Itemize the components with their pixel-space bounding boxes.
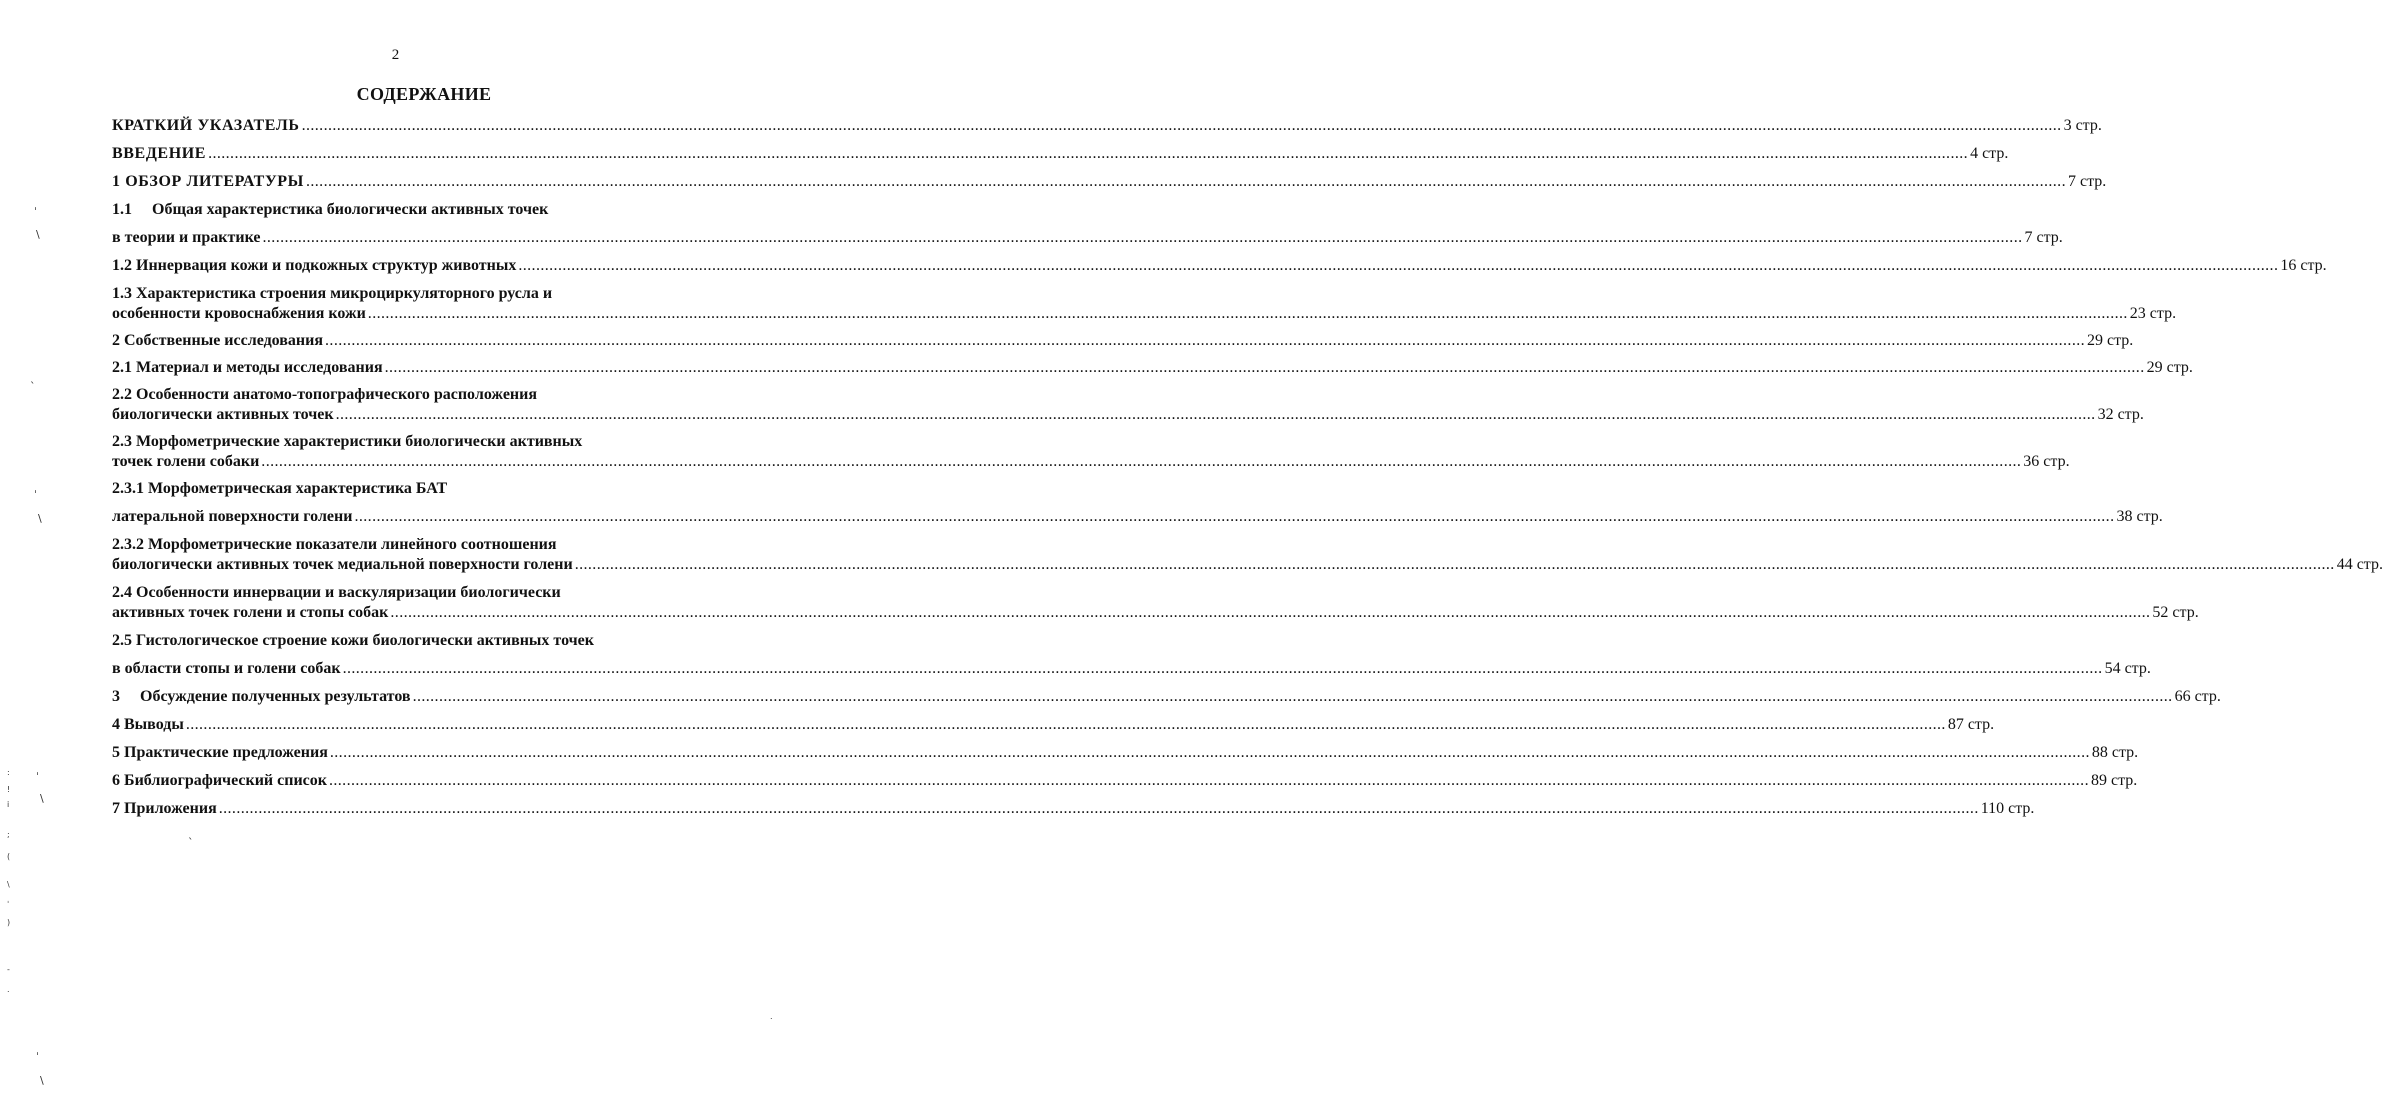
dot-leader: ................................................................................................................................................................................................................................................................................................................................................................................................................ (412, 688, 2173, 705)
toc-entry (112, 771, 2138, 791)
toc-entry-page: 29 стр. (2146, 359, 2193, 376)
toc-entry-title: 1 ОБЗОР ЛИТЕРАТУРЫ (112, 173, 304, 190)
toc-entry-title: 5 Практические предложения (112, 744, 328, 761)
toc-entry-page: 44 стр. (2336, 556, 2383, 573)
dot-leader: ................................................................................................................................................................................................................................................................................................................................................................................................................ (390, 604, 2151, 621)
toc-entry (112, 687, 2221, 707)
toc-entry-page: 87 стр. (1947, 716, 1995, 733)
dot-leader: ................................................................................................................................................................................................................................................................................................................................................................................................................ (329, 744, 2090, 761)
toc-entry (112, 256, 2327, 276)
toc-entry-title: 2.5 Гистологическое строение кожи биологически активных точек (112, 632, 594, 649)
toc-entry-title-continued: в области стопы и голени собак (112, 660, 341, 677)
toc-entry-title: 2.3.1 Морфометрическая характеристика БАТ (112, 480, 448, 497)
toc-entry-title-continued: активных точек голени и стопы собак (112, 604, 389, 621)
toc-entry-title-continued: биологически активных точек (112, 406, 334, 423)
toc-entry-page: 23 стр. (2129, 305, 2177, 322)
dot-leader: ................................................................................................................................................................................................................................................................................................................................................................................................................ (262, 229, 2023, 246)
toc-entry-title-continued: латеральной поверхности голени (112, 508, 353, 525)
dot-leader: ................................................................................................................................................................................................................................................................................................................................................................................................................ (208, 145, 1969, 162)
toc-entry-title: 6 Библиографический список (112, 772, 327, 789)
table-of-contents (112, 116, 2383, 819)
toc-entry-page: 38 стр. (2116, 508, 2163, 525)
toc-entry-page: 110 стр. (1980, 800, 2035, 817)
toc-entry-page: 54 стр. (2104, 660, 2151, 677)
toc-entry-title: 3 Обсуждение полученных результатов (112, 688, 411, 705)
toc-entry (112, 743, 2139, 763)
page-title: СОДЕРЖАНИЕ (356, 84, 492, 104)
dot-leader: ................................................................................................................................................................................................................................................................................................................................................................................................................ (305, 173, 2066, 190)
toc-entry (112, 284, 2177, 324)
dot-leader: ................................................................................................................................................................................................................................................................................................................................................................................................................ (261, 453, 2022, 470)
toc-entry-title: 1.3 Характеристика строения микроциркуляторного русла и (112, 285, 553, 302)
toc-entry-title: 1.2 Иннервация кожи и подкожных структур животных (112, 257, 517, 274)
toc-entry-page: 52 стр. (2152, 604, 2199, 621)
toc-entry (112, 358, 2193, 378)
toc-entry (112, 385, 2144, 425)
toc-entry (112, 583, 2199, 623)
dot-leader: ................................................................................................................................................................................................................................................................................................................................................................................................................ (325, 332, 2086, 349)
page-number: 2 (391, 47, 400, 63)
toc-entry (112, 631, 2151, 679)
toc-entry-page: 4 стр. (1970, 145, 2009, 162)
dot-leader: ................................................................................................................................................................................................................................................................................................................................................................................................................ (518, 257, 2279, 274)
dot-leader: ................................................................................................................................................................................................................................................................................................................................................................................................................ (367, 305, 2128, 322)
toc-entry-page: 7 стр. (2024, 229, 2063, 246)
toc-entry-title: 2.2 Особенности анатомо-топографического расположения (112, 386, 538, 403)
toc-entry-title-continued: особенности кровоснабжения кожи (112, 305, 366, 322)
toc-entry (112, 331, 2134, 351)
toc-entry-page: 29 стр. (2087, 332, 2134, 349)
toc-entry (112, 799, 2035, 819)
toc-entry-page: 89 стр. (2090, 772, 2138, 789)
dot-leader: ................................................................................................................................................................................................................................................................................................................................................................................................................ (301, 117, 2062, 134)
dot-leader: ................................................................................................................................................................................................................................................................................................................................................................................................................ (574, 556, 2335, 573)
dot-leader: ................................................................................................................................................................................................................................................................................................................................................................................................................ (185, 716, 1946, 733)
toc-entry-title: 7 Приложения (112, 800, 217, 817)
toc-entry (112, 715, 1995, 735)
toc-entry (112, 479, 2163, 527)
toc-entry (112, 172, 2107, 192)
toc-entry-title: 2.3 Морфометрические характеристики биологически активных (112, 433, 583, 450)
dot-leader: ................................................................................................................................................................................................................................................................................................................................................................................................................ (384, 359, 2145, 376)
toc-entry (112, 535, 2383, 575)
toc-entry-page: 16 стр. (2280, 257, 2327, 274)
toc-entry-title: 2.1 Материал и методы исследования (112, 359, 383, 376)
toc-entry-title: 2 Собственные исследования (112, 332, 324, 349)
toc-entry-page: 32 стр. (2097, 406, 2144, 423)
toc-entry-page: 7 стр. (2067, 173, 2107, 190)
toc-entry-title-continued: биологически активных точек медиальной поверхности голени (112, 556, 573, 573)
dot-leader: ................................................................................................................................................................................................................................................................................................................................................................................................................ (342, 660, 2103, 677)
toc-entry-title: 2.3.2 Морфометрические показатели линейного соотношения (112, 536, 557, 553)
toc-entry-title-continued: точек голени собаки (112, 453, 260, 470)
toc-entry-page: 66 стр. (2174, 688, 2221, 705)
toc-entry (112, 144, 2009, 164)
toc-entry-title: 1.1 Общая характеристика биологически активных точек (112, 201, 549, 218)
toc-entry-page: 3 стр. (2063, 117, 2102, 134)
toc-entry (112, 200, 2063, 248)
toc-entry-title: 2.4 Особенности иннервации и васкуляризации биологически (112, 584, 561, 601)
toc-entry-title: 4 Выводы (112, 716, 184, 733)
toc-entry (112, 432, 2070, 472)
dot-leader: ................................................................................................................................................................................................................................................................................................................................................................................................................ (354, 508, 2115, 525)
dot-leader: ................................................................................................................................................................................................................................................................................................................................................................................................................ (335, 406, 2096, 423)
toc-entry-page: 36 стр. (2023, 453, 2070, 470)
toc-entry-title-continued: в теории и практике (112, 229, 261, 246)
dot-leader: ................................................................................................................................................................................................................................................................................................................................................................................................................ (218, 800, 1979, 817)
dot-leader: ................................................................................................................................................................................................................................................................................................................................................................................................................ (328, 772, 2089, 789)
toc-entry-title: ВВЕДЕНИЕ (112, 145, 207, 162)
toc-entry (112, 116, 2102, 136)
toc-entry-title: КРАТКИЙ УКАЗАТЕЛЬ (112, 117, 300, 134)
toc-entry-page: 88 стр. (2091, 744, 2139, 761)
